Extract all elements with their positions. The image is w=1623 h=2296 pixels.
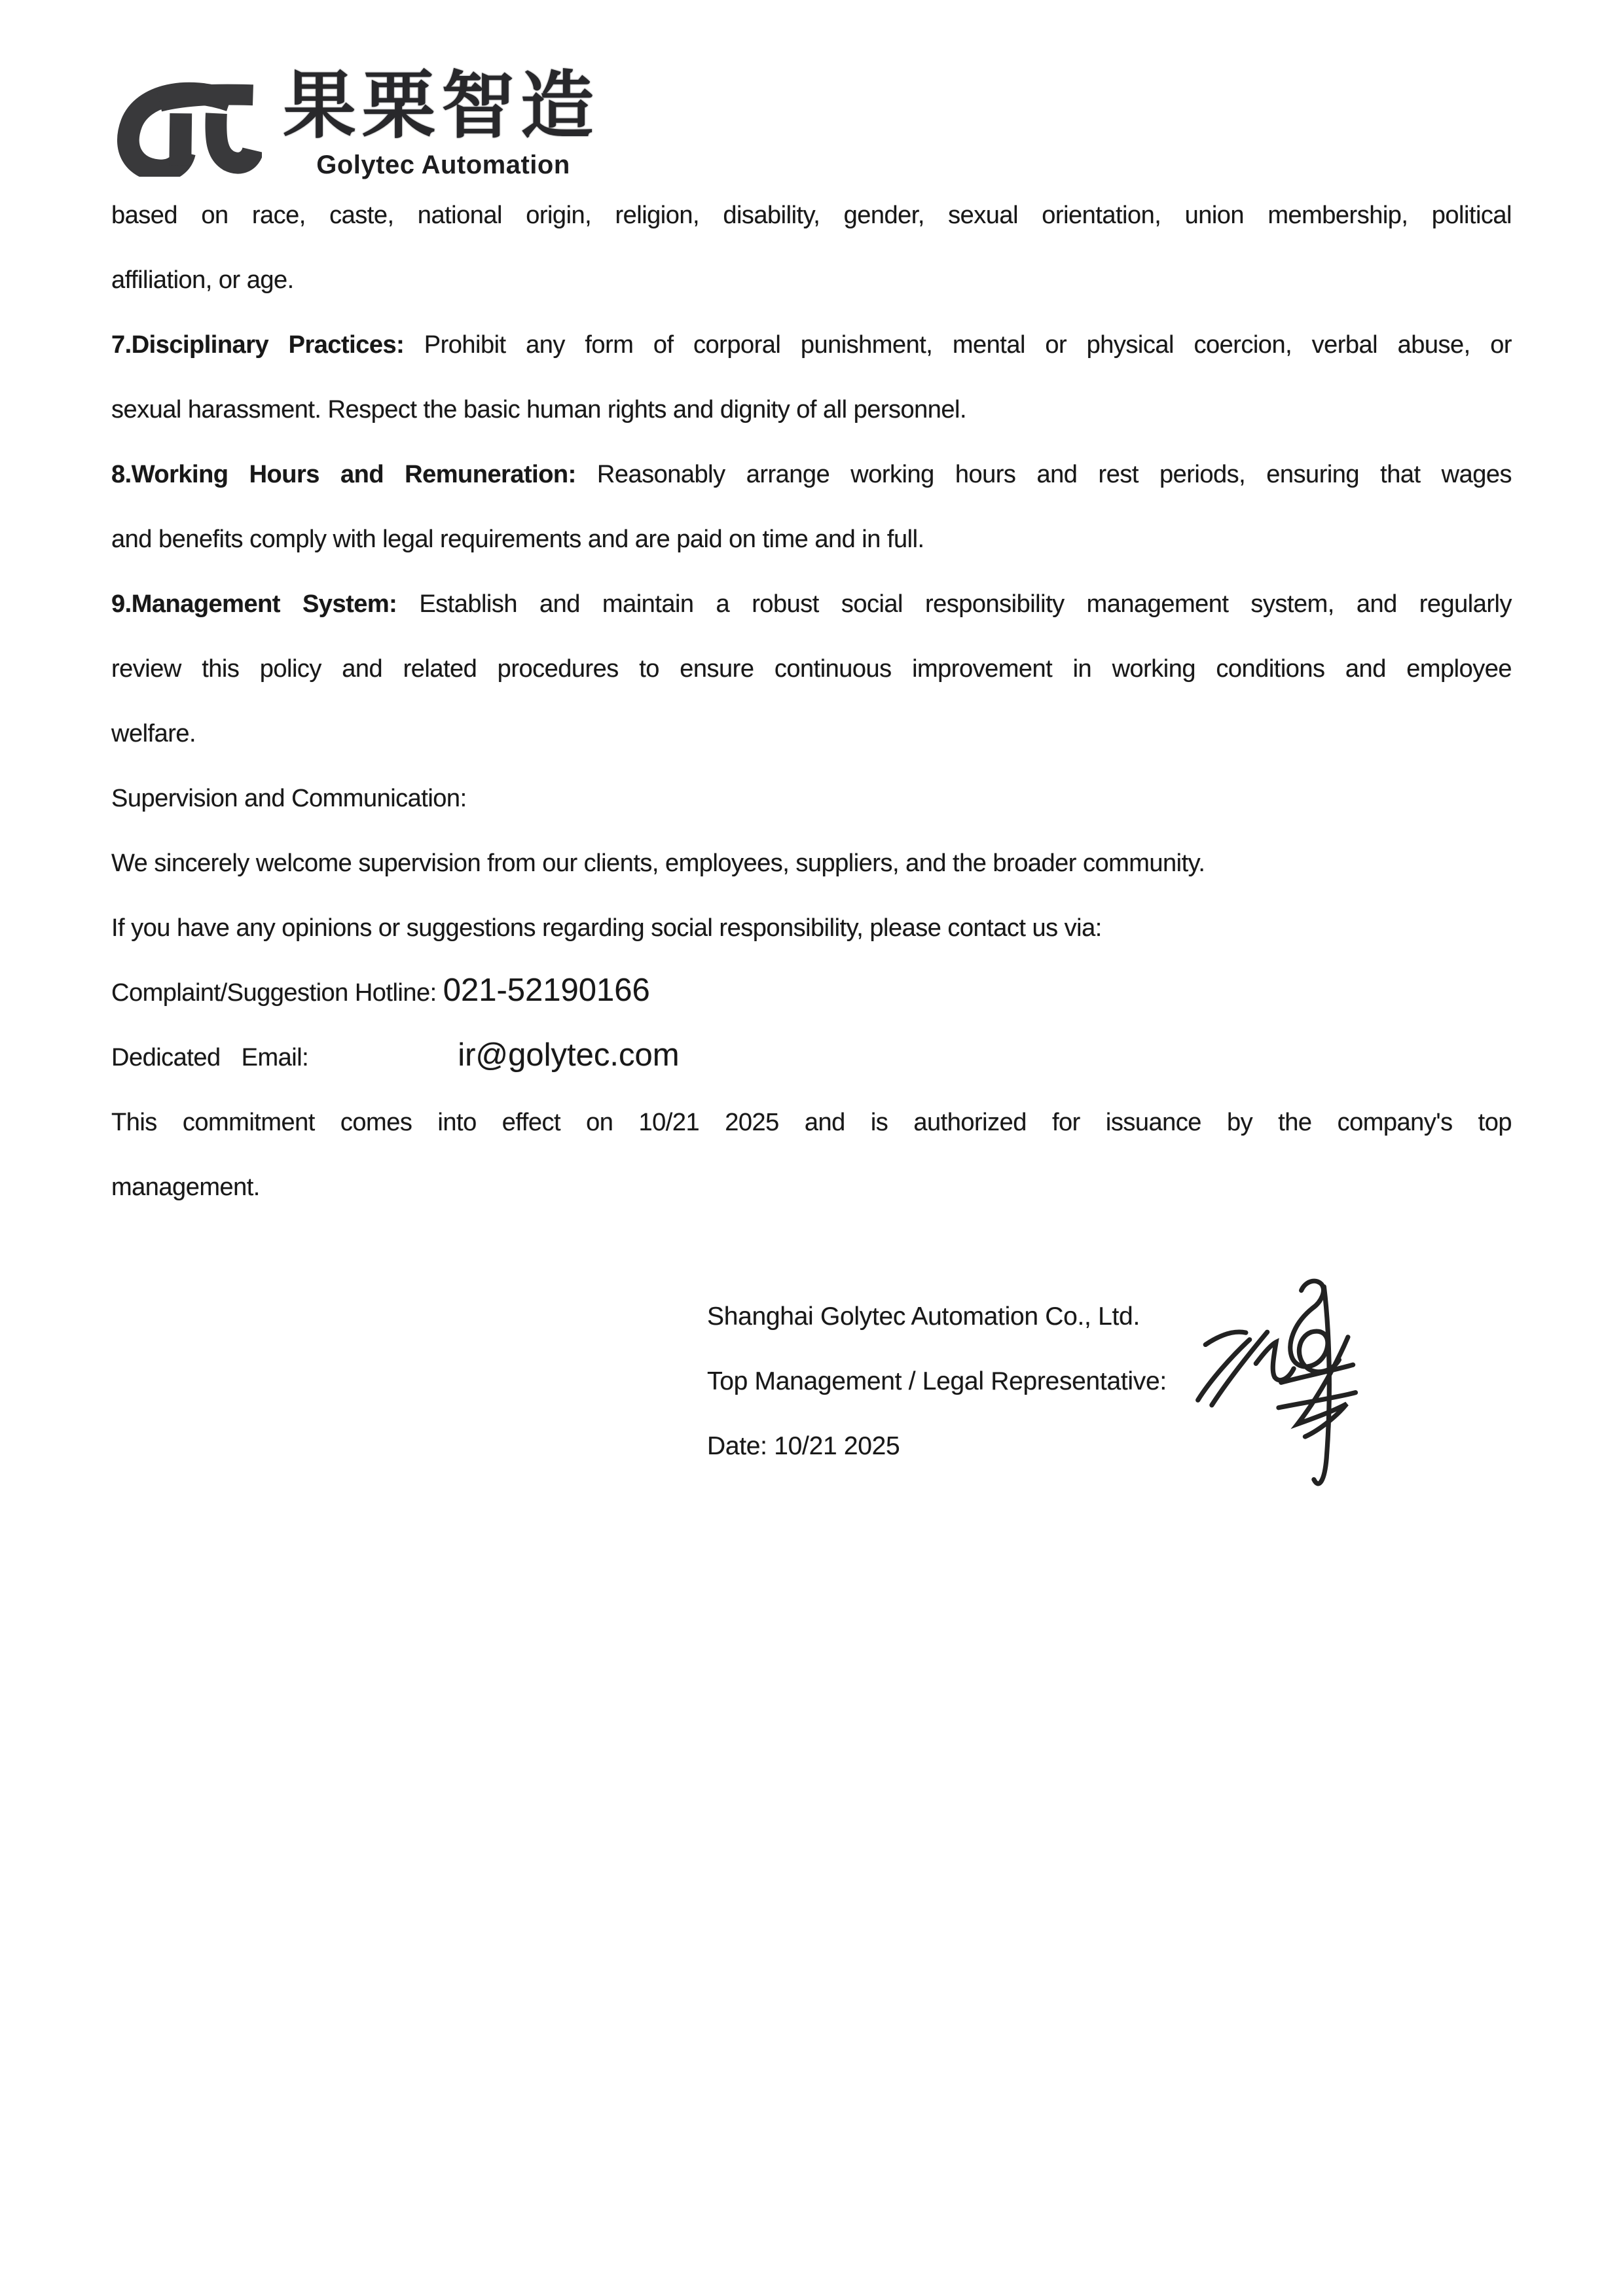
- company-logo-icon: [110, 77, 262, 177]
- line-bold: 9.Management System:: [111, 590, 397, 618]
- body-line: [111, 248, 1512, 313]
- body-line: [111, 183, 1512, 248]
- body-line-supervision-heading: [111, 766, 1512, 831]
- hotline-number: 021-52190166: [443, 973, 650, 1008]
- line-text: and benefits comply with legal requirements and are paid on time and in full.: [111, 526, 924, 553]
- body-line: [111, 831, 1512, 896]
- company-name-chinese: 果栗智造: [283, 65, 600, 147]
- line-text: If you have any opinions or suggestions regarding social responsibility, please contact us via:: [111, 914, 1102, 942]
- line-bold: 8.Working Hours and Remuneration:: [111, 461, 576, 488]
- line-text: sexual harassment. Respect the basic human rights and dignity of all personnel.: [111, 396, 967, 423]
- handwritten-signature: [1193, 1265, 1363, 1508]
- line-text: Supervision and Communication:: [111, 785, 467, 812]
- line-text: affiliation, or age.: [111, 266, 294, 294]
- company-name-english: Golytec Automation: [316, 151, 570, 179]
- hotline-label: Complaint/Suggestion Hotline:: [111, 979, 437, 1007]
- body-line: [111, 637, 1512, 702]
- line-text: review this policy and related procedures to ensure continuous improvement in working conditions and employee: [111, 655, 1512, 683]
- body-line: [111, 507, 1512, 572]
- line-text: Prohibit any form of corporal punishment, mental or physical coercion, verbal abuse, or: [404, 331, 1512, 359]
- line-text: welfare.: [111, 720, 196, 747]
- body-line: [111, 896, 1512, 961]
- line-text: Establish and maintain a robust social responsibility management system, and regularly: [397, 590, 1512, 618]
- body-text: [0, 183, 1623, 1220]
- signature-role-line: Top Management / Legal Representative:: [707, 1367, 1167, 1395]
- email-label-1: Dedicated: [111, 1044, 221, 1071]
- email-line: [111, 1026, 1512, 1090]
- hotline-line: [111, 961, 1512, 1026]
- line-text: We sincerely welcome supervision from our clients, employees, suppliers, and the broader community.: [111, 850, 1205, 877]
- line-text: based on race, caste, national origin, religion, disability, gender, sexual orientation, union membership, political: [111, 202, 1512, 229]
- closing-line: [111, 1155, 1512, 1220]
- email-address: ir@golytec.com: [458, 1037, 680, 1073]
- body-line: [111, 442, 1512, 507]
- line-text: Reasonably arrange working hours and rest periods, ensuring that wages: [575, 461, 1512, 488]
- signature-company-line: Shanghai Golytec Automation Co., Ltd.: [707, 1302, 1140, 1331]
- line-text: This commitment comes into effect on 10/21 2025 and is authorized for issuance by the company's top: [111, 1109, 1512, 1136]
- signature-block: [707, 1284, 1506, 1479]
- body-line: [111, 313, 1512, 378]
- closing-line: [111, 1090, 1512, 1155]
- line-bold: 7.Disciplinary Practices:: [111, 331, 405, 359]
- body-line: [111, 702, 1512, 766]
- document-header: [0, 0, 1623, 183]
- body-line: [111, 572, 1512, 637]
- signature-date-line: Date: 10/21 2025: [707, 1432, 900, 1460]
- line-text: management.: [111, 1174, 260, 1201]
- email-label-2: Email:: [241, 1044, 309, 1071]
- body-line: [111, 378, 1512, 442]
